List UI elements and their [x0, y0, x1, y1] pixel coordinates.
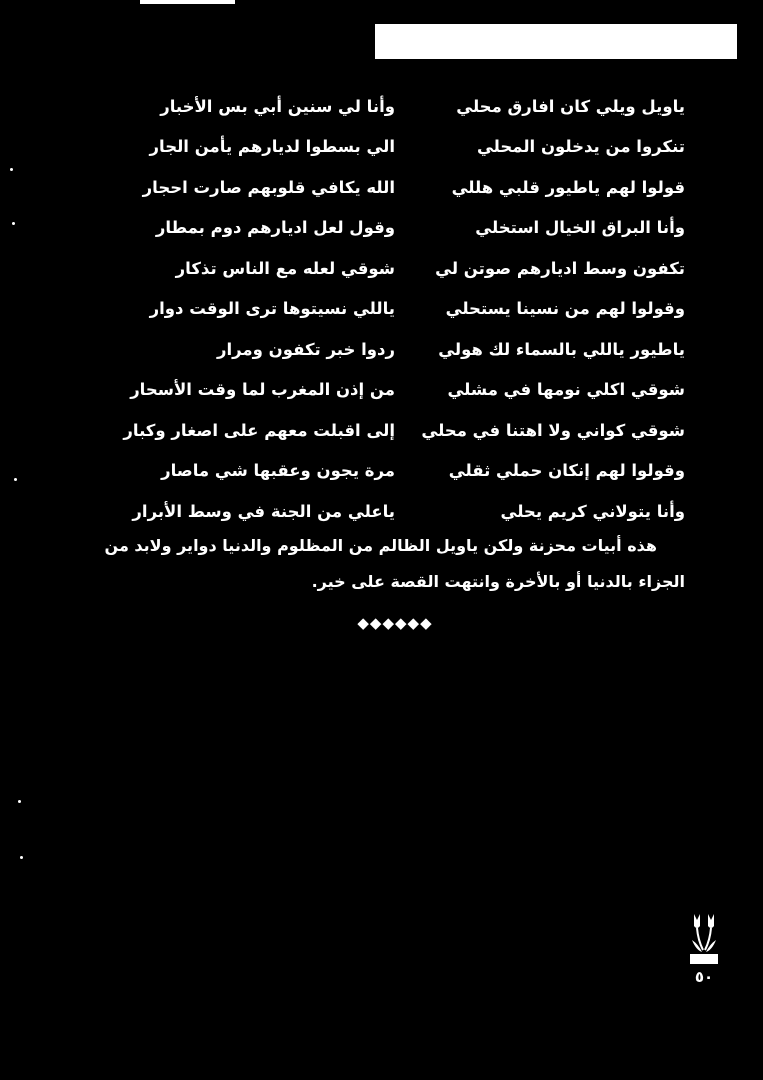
verse-first-hemistich: شوقي كواني ولا اهتنا في محلي [421, 420, 685, 440]
verse-second-hemistich: إلى اقبلت معهم على اصغار وكبار [123, 420, 395, 440]
verse-first-hemistich: تكفون وسط اديارهم صوتن لي [435, 258, 685, 278]
verse-second-hemistich: وقول لعل اديارهم دوم بمطار [155, 218, 395, 238]
scan-speck [20, 856, 23, 859]
closing-line-2: الجزاء بالدنيا أو بالأخرة وانتهت القصة على خير. [311, 572, 685, 591]
verse-second-hemistich: ياعلي من الجنة في وسط الأبرار [132, 501, 395, 521]
verse-second-hemistich: مرة يجون وعقبها شي ماصار [161, 461, 395, 481]
verse-second-hemistich: الي بسطوا لديارهم يأمن الجار [149, 137, 395, 157]
verse-line [95, 86, 685, 127]
top-edge-mark [140, 0, 235, 4]
verse-first-hemistich: ياطيور ياللي بالسماء لك هولي [438, 339, 685, 359]
verse-line [95, 370, 685, 411]
header-bar [375, 24, 737, 59]
page-number: ٥٠ [694, 968, 714, 986]
verse-line [95, 491, 685, 532]
verse-line [95, 410, 685, 451]
tulip-icon [686, 910, 722, 966]
verse-line [95, 329, 685, 370]
verse-second-hemistich: من إذن المغرب لما وقت الأسحار [130, 380, 395, 400]
verse-second-hemistich: شوقي لعله مع الناس تذكار [175, 258, 395, 278]
verse-second-hemistich: ردوا خبر تكفون ومرار [217, 339, 395, 359]
scan-speck [14, 478, 17, 481]
verse-line [95, 167, 685, 208]
verse-second-hemistich: ياللي نسيتوها ترى الوقت دوار [149, 299, 395, 319]
verse-first-hemistich: وأنا البراق الخيال استخلي [475, 218, 685, 238]
scan-speck [18, 800, 21, 803]
verse-first-hemistich: ياويل ويلي كان افارق محلي [456, 96, 685, 116]
verse-line [95, 248, 685, 289]
poem-verses [95, 86, 685, 532]
closing-paragraph [95, 528, 685, 600]
verse-line [95, 208, 685, 249]
verse-first-hemistich: شوقي اكلي نومها في مشلي [447, 380, 685, 400]
verse-first-hemistich: وقولوا لهم من نسينا يستحلي [445, 299, 685, 319]
verse-line [95, 289, 685, 330]
scan-speck [12, 222, 15, 225]
verse-first-hemistich: تنكروا من يدخلون المحلي [476, 137, 685, 157]
scan-speck [10, 168, 13, 171]
verse-first-hemistich: قولوا لهم ياطيور قلبي هللي [451, 177, 685, 197]
verse-first-hemistich: وأنا يتولاني كريم يحلي [500, 501, 685, 521]
verse-line [95, 451, 685, 492]
diamond-separator: ◆◆◆◆◆◆ [357, 614, 433, 632]
closing-line-1: هذه أبيات محزنة ولكن ياويل الظالم من المظلوم والدنيا دواير ولابد من [104, 536, 657, 555]
verse-first-hemistich: وقولوا لهم إنكان حملي ثقلي [448, 461, 685, 481]
verse-second-hemistich: وأنا لي سنين أبي بس الأخبار [160, 96, 395, 116]
verse-line [95, 127, 685, 168]
verse-second-hemistich: الله يكافي قلوبهم صارت احجار [142, 177, 395, 197]
